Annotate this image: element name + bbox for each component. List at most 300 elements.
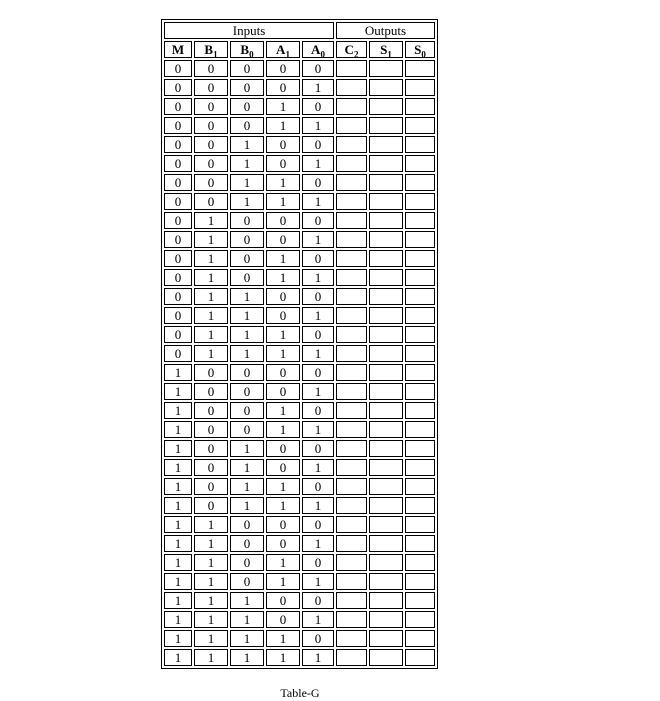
input-cell: 0 bbox=[302, 478, 334, 495]
input-cell: 1 bbox=[194, 250, 228, 267]
input-cell: 0 bbox=[194, 174, 228, 191]
column-header-row bbox=[164, 41, 435, 58]
column-header-letter: C bbox=[344, 42, 354, 57]
input-cell: 1 bbox=[302, 193, 334, 210]
input-cell: 0 bbox=[302, 288, 334, 305]
table-row bbox=[164, 611, 435, 628]
table-row bbox=[164, 459, 435, 476]
output-cell[interactable] bbox=[369, 155, 403, 172]
column-header-letter: B bbox=[240, 42, 250, 57]
input-cell: 1 bbox=[302, 573, 334, 590]
input-cell: 1 bbox=[164, 364, 192, 381]
input-cell: 0 bbox=[164, 79, 192, 96]
output-cell[interactable] bbox=[369, 364, 403, 381]
input-cell: 1 bbox=[164, 573, 192, 590]
table-row bbox=[164, 136, 435, 153]
input-cell: 0 bbox=[230, 421, 264, 438]
column-header bbox=[369, 41, 403, 58]
input-cell: 1 bbox=[302, 611, 334, 628]
input-cell: 1 bbox=[194, 535, 228, 552]
output-cell[interactable] bbox=[405, 98, 435, 115]
table-row bbox=[164, 269, 435, 286]
table-row bbox=[164, 497, 435, 514]
input-cell: 0 bbox=[194, 383, 228, 400]
input-cell: 0 bbox=[266, 459, 300, 476]
input-cell: 1 bbox=[164, 383, 192, 400]
output-cell[interactable] bbox=[336, 421, 367, 438]
input-cell: 1 bbox=[266, 497, 300, 514]
column-header-letter: S bbox=[380, 42, 388, 57]
input-cell: 0 bbox=[164, 117, 192, 134]
output-cell[interactable] bbox=[405, 573, 435, 590]
input-cell: 1 bbox=[302, 535, 334, 552]
input-cell: 0 bbox=[302, 554, 334, 571]
input-cell: 0 bbox=[266, 60, 300, 77]
output-cell[interactable] bbox=[369, 250, 403, 267]
output-cell[interactable] bbox=[336, 98, 367, 115]
output-cell[interactable] bbox=[369, 288, 403, 305]
input-cell: 0 bbox=[164, 60, 192, 77]
input-cell: 0 bbox=[164, 155, 192, 172]
input-cell: 1 bbox=[164, 611, 192, 628]
output-cell[interactable] bbox=[405, 250, 435, 267]
input-cell: 1 bbox=[302, 79, 334, 96]
input-cell: 0 bbox=[194, 478, 228, 495]
input-cell: 1 bbox=[194, 611, 228, 628]
output-cell[interactable] bbox=[405, 383, 435, 400]
input-cell: 0 bbox=[230, 98, 264, 115]
output-cell[interactable] bbox=[405, 459, 435, 476]
column-header-subscript: 0 bbox=[249, 49, 254, 60]
table-caption: Table-G bbox=[280, 686, 320, 700]
output-cell[interactable] bbox=[336, 478, 367, 495]
output-cell[interactable] bbox=[405, 497, 435, 514]
output-cell[interactable] bbox=[369, 326, 403, 343]
input-cell: 0 bbox=[302, 630, 334, 647]
column-header bbox=[164, 41, 192, 58]
table-row bbox=[164, 212, 435, 229]
table-row bbox=[164, 98, 435, 115]
table-row bbox=[164, 326, 435, 343]
table-row bbox=[164, 307, 435, 324]
input-cell: 0 bbox=[164, 288, 192, 305]
table-row bbox=[164, 364, 435, 381]
input-cell: 1 bbox=[164, 459, 192, 476]
output-cell[interactable] bbox=[405, 478, 435, 495]
input-cell: 1 bbox=[266, 269, 300, 286]
input-cell: 1 bbox=[302, 459, 334, 476]
output-cell[interactable] bbox=[336, 231, 367, 248]
input-cell: 0 bbox=[164, 345, 192, 362]
input-cell: 1 bbox=[164, 440, 192, 457]
output-cell[interactable] bbox=[369, 307, 403, 324]
input-cell: 1 bbox=[194, 592, 228, 609]
truth-table bbox=[161, 19, 438, 669]
input-cell: 0 bbox=[266, 516, 300, 533]
input-cell: 0 bbox=[194, 136, 228, 153]
input-cell: 0 bbox=[194, 497, 228, 514]
input-cell: 1 bbox=[230, 307, 264, 324]
output-cell[interactable] bbox=[369, 630, 403, 647]
column-header bbox=[405, 41, 435, 58]
input-cell: 0 bbox=[230, 554, 264, 571]
output-cell[interactable] bbox=[369, 345, 403, 362]
input-cell: 1 bbox=[164, 649, 192, 666]
input-cell: 0 bbox=[164, 250, 192, 267]
output-cell[interactable] bbox=[336, 383, 367, 400]
output-cell[interactable] bbox=[405, 307, 435, 324]
input-cell: 0 bbox=[194, 98, 228, 115]
input-cell: 1 bbox=[302, 117, 334, 134]
output-cell[interactable] bbox=[336, 269, 367, 286]
input-cell: 1 bbox=[266, 630, 300, 647]
input-cell: 0 bbox=[194, 440, 228, 457]
table-row bbox=[164, 383, 435, 400]
output-cell[interactable] bbox=[336, 117, 367, 134]
input-cell: 1 bbox=[230, 459, 264, 476]
output-cell[interactable] bbox=[405, 288, 435, 305]
table-row bbox=[164, 250, 435, 267]
output-cell[interactable] bbox=[405, 440, 435, 457]
input-cell: 0 bbox=[266, 592, 300, 609]
output-cell[interactable] bbox=[405, 193, 435, 210]
output-cell[interactable] bbox=[369, 649, 403, 666]
output-cell[interactable] bbox=[405, 79, 435, 96]
column-header-subscript: 0 bbox=[320, 49, 325, 60]
input-cell: 0 bbox=[266, 364, 300, 381]
table-row bbox=[164, 155, 435, 172]
input-cell: 1 bbox=[164, 421, 192, 438]
input-cell: 0 bbox=[302, 174, 334, 191]
input-cell: 0 bbox=[266, 288, 300, 305]
output-cell[interactable] bbox=[369, 231, 403, 248]
table-row bbox=[164, 421, 435, 438]
input-cell: 0 bbox=[266, 136, 300, 153]
table-row bbox=[164, 193, 435, 210]
input-cell: 1 bbox=[266, 478, 300, 495]
column-header-letter: A bbox=[276, 42, 286, 57]
input-cell: 1 bbox=[230, 345, 264, 362]
output-cell[interactable] bbox=[405, 516, 435, 533]
input-cell: 0 bbox=[230, 79, 264, 96]
input-cell: 0 bbox=[230, 212, 264, 229]
input-cell: 0 bbox=[302, 592, 334, 609]
output-cell[interactable] bbox=[369, 421, 403, 438]
input-cell: 0 bbox=[230, 117, 264, 134]
output-cell[interactable] bbox=[369, 592, 403, 609]
output-cell[interactable] bbox=[405, 60, 435, 77]
input-cell: 1 bbox=[194, 231, 228, 248]
input-cell: 0 bbox=[230, 535, 264, 552]
input-cell: 0 bbox=[302, 136, 334, 153]
column-header-letter: A bbox=[311, 42, 321, 57]
input-cell: 1 bbox=[302, 269, 334, 286]
input-cell: 0 bbox=[194, 402, 228, 419]
input-cell: 1 bbox=[266, 174, 300, 191]
output-cell[interactable] bbox=[405, 364, 435, 381]
input-cell: 1 bbox=[266, 402, 300, 419]
output-cell[interactable] bbox=[336, 307, 367, 324]
output-cell[interactable] bbox=[336, 364, 367, 381]
output-cell[interactable] bbox=[336, 630, 367, 647]
input-cell: 1 bbox=[230, 326, 264, 343]
input-cell: 1 bbox=[194, 649, 228, 666]
output-cell[interactable] bbox=[336, 535, 367, 552]
output-cell[interactable] bbox=[405, 345, 435, 362]
input-cell: 1 bbox=[230, 630, 264, 647]
input-cell: 1 bbox=[230, 155, 264, 172]
output-cell[interactable] bbox=[369, 269, 403, 286]
table-row bbox=[164, 117, 435, 134]
input-cell: 0 bbox=[266, 383, 300, 400]
output-cell[interactable] bbox=[336, 345, 367, 362]
input-cell: 1 bbox=[194, 516, 228, 533]
input-cell: 0 bbox=[230, 60, 264, 77]
output-cell[interactable] bbox=[405, 174, 435, 191]
group-header-row bbox=[164, 22, 435, 39]
input-cell: 1 bbox=[266, 573, 300, 590]
output-cell[interactable] bbox=[405, 231, 435, 248]
output-cell[interactable] bbox=[369, 554, 403, 571]
column-header-letter: B bbox=[204, 42, 214, 57]
output-cell[interactable] bbox=[336, 573, 367, 590]
input-cell: 0 bbox=[230, 250, 264, 267]
output-cell[interactable] bbox=[405, 535, 435, 552]
output-cell[interactable] bbox=[369, 516, 403, 533]
input-cell: 0 bbox=[194, 193, 228, 210]
input-cell: 1 bbox=[230, 288, 264, 305]
input-cell: 0 bbox=[302, 326, 334, 343]
output-cell[interactable] bbox=[405, 592, 435, 609]
table-row bbox=[164, 535, 435, 552]
column-header-letter: S bbox=[414, 42, 422, 57]
column-header bbox=[266, 41, 300, 58]
output-cell[interactable] bbox=[369, 136, 403, 153]
input-cell: 0 bbox=[302, 250, 334, 267]
input-cell: 0 bbox=[164, 307, 192, 324]
output-cell[interactable] bbox=[336, 326, 367, 343]
table-row bbox=[164, 554, 435, 571]
table-row bbox=[164, 478, 435, 495]
input-cell: 0 bbox=[164, 174, 192, 191]
input-cell: 0 bbox=[266, 307, 300, 324]
input-cell: 0 bbox=[164, 98, 192, 115]
column-header-subscript: 0 bbox=[421, 49, 426, 60]
input-cell: 0 bbox=[164, 326, 192, 343]
input-cell: 1 bbox=[230, 478, 264, 495]
input-cell: 0 bbox=[266, 155, 300, 172]
input-cell: 0 bbox=[230, 364, 264, 381]
column-header-subscript: 1 bbox=[285, 49, 290, 60]
input-cell: 1 bbox=[302, 345, 334, 362]
input-cell: 0 bbox=[194, 364, 228, 381]
output-cell[interactable] bbox=[369, 193, 403, 210]
input-cell: 1 bbox=[266, 117, 300, 134]
input-cell: 0 bbox=[302, 364, 334, 381]
output-cell[interactable] bbox=[405, 269, 435, 286]
input-cell: 0 bbox=[302, 60, 334, 77]
output-cell[interactable] bbox=[405, 630, 435, 647]
table-row bbox=[164, 288, 435, 305]
output-cell[interactable] bbox=[336, 516, 367, 533]
input-cell: 0 bbox=[230, 231, 264, 248]
output-cell[interactable] bbox=[405, 421, 435, 438]
input-cell: 0 bbox=[302, 516, 334, 533]
output-cell[interactable] bbox=[369, 98, 403, 115]
output-cell[interactable] bbox=[336, 79, 367, 96]
inputs-group-header: Inputs bbox=[164, 22, 334, 39]
column-header-letter: M bbox=[171, 42, 185, 57]
output-cell[interactable] bbox=[336, 459, 367, 476]
input-cell: 1 bbox=[302, 307, 334, 324]
output-cell[interactable] bbox=[369, 497, 403, 514]
output-cell[interactable] bbox=[336, 611, 367, 628]
input-cell: 1 bbox=[194, 288, 228, 305]
output-cell[interactable] bbox=[369, 459, 403, 476]
input-cell: 1 bbox=[194, 326, 228, 343]
output-cell[interactable] bbox=[405, 155, 435, 172]
output-cell[interactable] bbox=[336, 592, 367, 609]
input-cell: 1 bbox=[164, 478, 192, 495]
input-cell: 0 bbox=[266, 440, 300, 457]
input-cell: 1 bbox=[194, 554, 228, 571]
output-cell[interactable] bbox=[369, 402, 403, 419]
input-cell: 1 bbox=[194, 212, 228, 229]
output-cell[interactable] bbox=[369, 212, 403, 229]
output-cell[interactable] bbox=[336, 649, 367, 666]
output-cell[interactable] bbox=[369, 174, 403, 191]
input-cell: 0 bbox=[302, 98, 334, 115]
table-row bbox=[164, 60, 435, 77]
input-cell: 1 bbox=[164, 516, 192, 533]
input-cell: 0 bbox=[230, 516, 264, 533]
input-cell: 0 bbox=[302, 440, 334, 457]
input-cell: 1 bbox=[266, 554, 300, 571]
column-header bbox=[194, 41, 228, 58]
input-cell: 0 bbox=[302, 402, 334, 419]
output-cell[interactable] bbox=[369, 478, 403, 495]
input-cell: 0 bbox=[164, 269, 192, 286]
input-cell: 1 bbox=[302, 231, 334, 248]
output-cell[interactable] bbox=[369, 573, 403, 590]
input-cell: 0 bbox=[194, 117, 228, 134]
column-header bbox=[336, 41, 367, 58]
input-cell: 1 bbox=[266, 649, 300, 666]
output-cell[interactable] bbox=[405, 649, 435, 666]
input-cell: 1 bbox=[194, 345, 228, 362]
output-cell[interactable] bbox=[405, 611, 435, 628]
input-cell: 1 bbox=[302, 421, 334, 438]
input-cell: 0 bbox=[194, 79, 228, 96]
input-cell: 0 bbox=[164, 231, 192, 248]
input-cell: 1 bbox=[302, 497, 334, 514]
table-row bbox=[164, 573, 435, 590]
output-cell[interactable] bbox=[405, 402, 435, 419]
output-cell[interactable] bbox=[405, 117, 435, 134]
input-cell: 1 bbox=[266, 250, 300, 267]
output-cell[interactable] bbox=[369, 117, 403, 134]
input-cell: 0 bbox=[266, 231, 300, 248]
output-cell[interactable] bbox=[405, 554, 435, 571]
input-cell: 1 bbox=[230, 592, 264, 609]
input-cell: 0 bbox=[302, 212, 334, 229]
input-cell: 1 bbox=[230, 440, 264, 457]
output-cell[interactable] bbox=[336, 440, 367, 457]
output-cell[interactable] bbox=[336, 497, 367, 514]
output-cell[interactable] bbox=[369, 60, 403, 77]
output-cell[interactable] bbox=[405, 136, 435, 153]
input-cell: 1 bbox=[302, 649, 334, 666]
output-cell[interactable] bbox=[369, 535, 403, 552]
input-cell: 1 bbox=[194, 307, 228, 324]
input-cell: 0 bbox=[164, 193, 192, 210]
input-cell: 0 bbox=[194, 155, 228, 172]
input-cell: 0 bbox=[164, 212, 192, 229]
output-cell[interactable] bbox=[336, 136, 367, 153]
input-cell: 0 bbox=[194, 459, 228, 476]
output-cell[interactable] bbox=[369, 611, 403, 628]
table-row bbox=[164, 174, 435, 191]
output-cell[interactable] bbox=[336, 60, 367, 77]
table-row bbox=[164, 630, 435, 647]
input-cell: 1 bbox=[230, 497, 264, 514]
column-header-subscript: 1 bbox=[213, 49, 218, 60]
input-cell: 1 bbox=[230, 649, 264, 666]
output-cell[interactable] bbox=[369, 440, 403, 457]
column-header bbox=[230, 41, 264, 58]
table-row bbox=[164, 440, 435, 457]
input-cell: 1 bbox=[266, 193, 300, 210]
input-cell: 0 bbox=[266, 535, 300, 552]
table-row bbox=[164, 516, 435, 533]
output-cell[interactable] bbox=[336, 174, 367, 191]
input-cell: 0 bbox=[164, 136, 192, 153]
output-cell[interactable] bbox=[336, 402, 367, 419]
input-cell: 1 bbox=[194, 573, 228, 590]
input-cell: 1 bbox=[164, 592, 192, 609]
output-cell[interactable] bbox=[336, 155, 367, 172]
output-cell[interactable] bbox=[369, 383, 403, 400]
column-header bbox=[302, 41, 334, 58]
outputs-group-header: Outputs bbox=[336, 22, 435, 39]
input-cell: 1 bbox=[266, 421, 300, 438]
output-cell[interactable] bbox=[405, 212, 435, 229]
input-cell: 0 bbox=[230, 402, 264, 419]
output-cell[interactable] bbox=[336, 250, 367, 267]
input-cell: 0 bbox=[230, 383, 264, 400]
column-header-subscript: 1 bbox=[387, 49, 392, 60]
output-cell[interactable] bbox=[369, 79, 403, 96]
output-cell[interactable] bbox=[336, 288, 367, 305]
input-cell: 1 bbox=[164, 497, 192, 514]
table-row bbox=[164, 649, 435, 666]
table-row bbox=[164, 402, 435, 419]
output-cell[interactable] bbox=[336, 554, 367, 571]
input-cell: 1 bbox=[164, 535, 192, 552]
input-cell: 1 bbox=[266, 98, 300, 115]
output-cell[interactable] bbox=[336, 193, 367, 210]
input-cell: 0 bbox=[266, 79, 300, 96]
input-cell: 1 bbox=[194, 269, 228, 286]
input-cell: 1 bbox=[302, 383, 334, 400]
output-cell[interactable] bbox=[405, 326, 435, 343]
input-cell: 1 bbox=[230, 174, 264, 191]
output-cell[interactable] bbox=[336, 212, 367, 229]
input-cell: 0 bbox=[230, 269, 264, 286]
table-row bbox=[164, 79, 435, 96]
input-cell: 1 bbox=[266, 326, 300, 343]
input-cell: 1 bbox=[164, 554, 192, 571]
